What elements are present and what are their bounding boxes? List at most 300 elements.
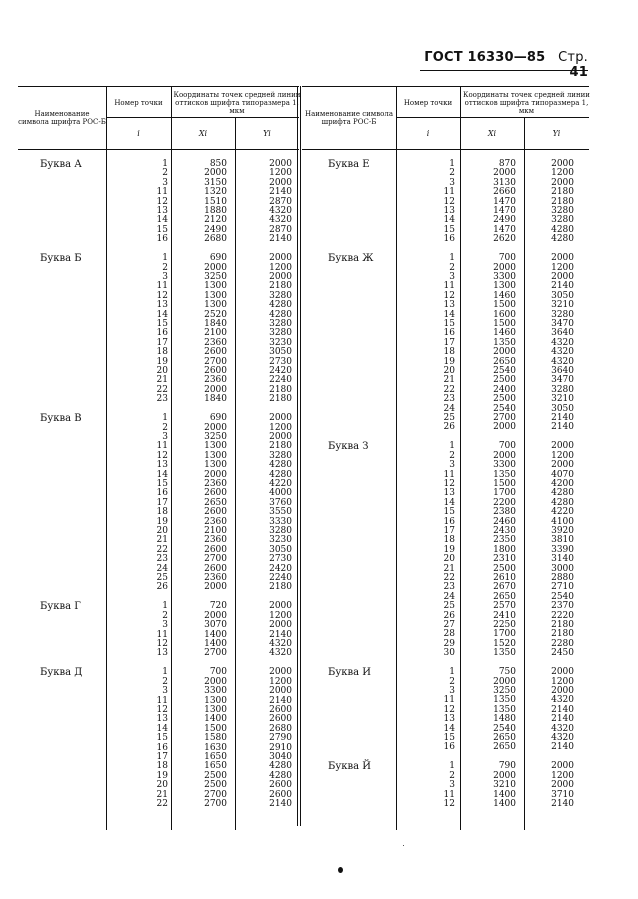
- x-coordinate: 2680: [204, 234, 227, 245]
- x-coordinate: 1460: [493, 328, 516, 339]
- x-coordinate: 2500: [493, 375, 516, 386]
- point-number: 11: [156, 281, 168, 292]
- point-number: 16: [156, 742, 168, 753]
- y-coordinate: 3050: [269, 347, 292, 358]
- x-coordinate: 1520: [493, 638, 516, 649]
- point-number: 21: [156, 375, 168, 386]
- table-row: [18, 160, 299, 169]
- x-coordinate: 1400: [493, 799, 516, 809]
- point-number: 16: [443, 234, 455, 245]
- point-number: 29: [443, 638, 455, 649]
- y-coordinate: 3280: [551, 206, 574, 216]
- y-coordinate: 2140: [269, 695, 292, 706]
- x-coordinate: 2000: [493, 770, 516, 781]
- x-coordinate: 2600: [204, 366, 227, 376]
- table-row: [302, 264, 589, 273]
- x-coordinate: 1400: [204, 714, 227, 725]
- point-number: 13: [156, 460, 168, 471]
- x-coordinate: 1400: [493, 789, 516, 800]
- y-coordinate: 2600: [269, 714, 292, 725]
- y-coordinate: 3710: [551, 789, 574, 800]
- symbol-name: Буква Б: [40, 252, 82, 264]
- table-row: [302, 762, 589, 771]
- header-point-number: Номер точки: [114, 98, 163, 107]
- point-number: 2: [162, 422, 168, 433]
- point-number: 19: [156, 770, 168, 781]
- table-row: [302, 649, 589, 658]
- point-number: 22: [443, 384, 455, 395]
- point-number: 1: [162, 253, 168, 264]
- point-number: 15: [156, 479, 168, 489]
- x-coordinate: 2360: [204, 337, 227, 348]
- table-row: [18, 414, 299, 423]
- point-number: 13: [443, 206, 455, 216]
- page-label: Стр.: [558, 50, 588, 65]
- point-number: 3: [162, 177, 168, 188]
- point-number: 3: [449, 460, 455, 471]
- point-number: 23: [443, 394, 455, 405]
- x-coordinate: 1700: [493, 629, 516, 640]
- point-number: 16: [156, 328, 168, 339]
- table-row: [18, 424, 299, 433]
- point-number: 2: [449, 168, 455, 179]
- y-coordinate: 3040: [269, 752, 292, 762]
- point-number: 20: [156, 780, 168, 791]
- point-number: 11: [156, 695, 168, 706]
- point-number: 23: [156, 554, 168, 565]
- y-coordinate: 3210: [551, 394, 574, 405]
- y-coordinate: 2140: [269, 234, 292, 245]
- x-coordinate: 1350: [493, 704, 516, 715]
- y-coordinate: 4320: [551, 723, 574, 734]
- table-row: [302, 423, 589, 432]
- y-coordinate: 3000: [551, 563, 574, 574]
- symbol-name: Буква Ж: [328, 252, 374, 264]
- y-coordinate: 4320: [269, 639, 292, 649]
- header-coordinates: Координаты точек средней линии оттисков шрифта типоразмера 1, мкм: [173, 90, 301, 115]
- y-coordinate: 2000: [551, 441, 574, 452]
- y-coordinate: 2370: [551, 601, 574, 612]
- table-row: [302, 800, 589, 809]
- x-coordinate: 1350: [493, 337, 516, 348]
- x-coordinate: 3300: [204, 686, 227, 697]
- y-coordinate: 4200: [551, 479, 574, 489]
- x-coordinate: 2500: [493, 563, 516, 574]
- x-coordinate: 1500: [493, 300, 516, 311]
- table-row: [302, 254, 589, 263]
- x-coordinate: 2000: [204, 384, 227, 395]
- point-number: 17: [156, 752, 168, 762]
- point-number: 26: [443, 610, 455, 621]
- y-coordinate: 2140: [551, 704, 574, 715]
- standard-number: ГОСТ 16330—85: [424, 50, 546, 65]
- x-coordinate: 2000: [493, 676, 516, 687]
- x-coordinate: 2360: [204, 573, 227, 583]
- y-coordinate: 2180: [551, 187, 574, 198]
- point-number: 30: [443, 648, 455, 659]
- x-coordinate: 2650: [204, 497, 227, 508]
- y-coordinate: 2730: [269, 356, 292, 367]
- y-coordinate: 2140: [269, 629, 292, 640]
- x-coordinate: 3250: [493, 686, 516, 696]
- y-coordinate: 4280: [269, 761, 292, 772]
- point-number: 28: [443, 629, 455, 640]
- point-number: 14: [443, 215, 455, 226]
- y-coordinate: 2180: [269, 582, 292, 593]
- y-coordinate: 2000: [269, 432, 292, 442]
- x-coordinate: 870: [498, 159, 516, 169]
- y-coordinate: 3280: [269, 328, 292, 339]
- point-number: 1: [449, 159, 455, 169]
- symbol-name: Буква А: [40, 158, 82, 170]
- x-coordinate: 1320: [204, 187, 227, 198]
- header-x: Xi: [198, 128, 208, 138]
- y-coordinate: 3230: [269, 337, 292, 348]
- point-number: 15: [443, 507, 455, 518]
- point-number: 18: [156, 507, 168, 518]
- x-coordinate: 3130: [493, 177, 516, 188]
- x-coordinate: 700: [498, 253, 516, 264]
- y-coordinate: 3550: [269, 507, 292, 518]
- x-coordinate: 1300: [204, 290, 227, 301]
- column-divider: [297, 86, 301, 826]
- x-coordinate: 2650: [493, 742, 516, 753]
- point-number: 20: [156, 366, 168, 376]
- y-coordinate: 1200: [269, 676, 292, 687]
- point-number: 2: [162, 168, 168, 179]
- symbol-name: Буква Е: [328, 158, 370, 170]
- y-coordinate: 2000: [551, 780, 574, 791]
- point-number: 2: [449, 262, 455, 273]
- y-coordinate: 2600: [269, 705, 292, 715]
- x-coordinate: 2600: [204, 563, 227, 574]
- table-row: [302, 452, 589, 461]
- y-coordinate: 1200: [551, 168, 574, 179]
- table-row: [18, 602, 299, 611]
- point-number: 2: [449, 450, 455, 461]
- y-coordinate: 4320: [269, 206, 292, 216]
- point-number: 15: [443, 319, 455, 329]
- point-number: 20: [156, 526, 168, 536]
- x-coordinate: 1460: [493, 290, 516, 301]
- point-number: 17: [156, 337, 168, 348]
- table-header: [302, 86, 589, 150]
- point-number: 14: [156, 469, 168, 480]
- point-number: 15: [156, 319, 168, 329]
- point-number: 16: [443, 742, 455, 753]
- x-coordinate: 1470: [493, 196, 516, 207]
- point-number: 22: [443, 573, 455, 583]
- y-coordinate: 1200: [269, 262, 292, 273]
- point-number: 1: [162, 601, 168, 612]
- point-number: 16: [156, 488, 168, 499]
- point-number: 1: [162, 667, 168, 678]
- point-number: 26: [443, 422, 455, 433]
- point-number: 19: [156, 356, 168, 367]
- x-coordinate: 2540: [493, 403, 516, 414]
- y-coordinate: 2180: [269, 394, 292, 405]
- header-i: i: [426, 128, 430, 138]
- x-coordinate: 2360: [204, 479, 227, 489]
- y-coordinate: 2240: [269, 375, 292, 386]
- point-number: 11: [443, 187, 455, 198]
- x-coordinate: 2500: [493, 394, 516, 405]
- table-row: [302, 668, 589, 677]
- y-coordinate: 2240: [269, 573, 292, 583]
- x-coordinate: 2490: [493, 215, 516, 226]
- x-coordinate: 2600: [204, 507, 227, 518]
- point-number: 20: [443, 366, 455, 376]
- point-number: 11: [443, 789, 455, 800]
- y-coordinate: 2730: [269, 554, 292, 565]
- x-coordinate: 1500: [493, 319, 516, 329]
- point-number: 12: [443, 704, 455, 715]
- point-number: 1: [449, 667, 455, 678]
- x-coordinate: 2490: [204, 224, 227, 235]
- y-coordinate: 2600: [269, 780, 292, 791]
- y-coordinate: 1200: [551, 676, 574, 687]
- table-row: [18, 264, 299, 273]
- point-number: 2: [449, 770, 455, 781]
- point-number: 18: [156, 347, 168, 358]
- y-coordinate: 2000: [269, 253, 292, 264]
- header-symbol-name: Наименование символа шрифта РОС-Б: [18, 110, 106, 126]
- x-coordinate: 2600: [204, 488, 227, 499]
- point-number: 25: [156, 573, 168, 583]
- table-row: [18, 254, 299, 263]
- y-coordinate: 2000: [269, 620, 292, 631]
- point-number: 15: [443, 224, 455, 235]
- y-coordinate: 2000: [269, 159, 292, 169]
- x-coordinate: 2620: [493, 234, 516, 245]
- x-coordinate: 1650: [204, 761, 227, 772]
- header-y: Yi: [263, 128, 271, 138]
- x-coordinate: 3070: [204, 620, 227, 631]
- y-coordinate: 2140: [551, 742, 574, 753]
- point-number: 25: [443, 601, 455, 612]
- point-number: 18: [443, 535, 455, 546]
- table-row: [18, 668, 299, 677]
- y-coordinate: 2710: [551, 582, 574, 593]
- point-number: 24: [443, 403, 455, 414]
- x-coordinate: 2610: [493, 573, 516, 583]
- y-coordinate: 1200: [551, 262, 574, 273]
- y-coordinate: 3140: [551, 554, 574, 565]
- y-coordinate: 2180: [269, 281, 292, 292]
- y-coordinate: 2000: [269, 272, 292, 282]
- point-number: 1: [162, 413, 168, 424]
- point-number: 14: [443, 497, 455, 508]
- table-row: [302, 772, 589, 781]
- y-coordinate: 2910: [269, 742, 292, 753]
- y-coordinate: 2180: [551, 196, 574, 207]
- point-number: 12: [156, 450, 168, 461]
- x-coordinate: 2000: [204, 262, 227, 273]
- x-coordinate: 2700: [493, 413, 516, 423]
- y-coordinate: 4280: [269, 300, 292, 311]
- symbol-name: Буква Г: [40, 600, 81, 612]
- table-row: [18, 169, 299, 178]
- x-coordinate: 2380: [493, 507, 516, 518]
- y-coordinate: 3640: [551, 366, 574, 376]
- point-number: 13: [156, 300, 168, 311]
- y-coordinate: 2880: [551, 573, 574, 583]
- y-coordinate: 2000: [269, 667, 292, 678]
- y-coordinate: 3390: [551, 544, 574, 555]
- table-row: [302, 235, 589, 244]
- table-row: [18, 395, 299, 404]
- x-coordinate: 690: [209, 253, 227, 264]
- point-number: 13: [443, 714, 455, 725]
- header-i: i: [137, 128, 140, 138]
- point-number: 14: [443, 309, 455, 320]
- point-number: 18: [443, 347, 455, 358]
- point-number: 16: [443, 516, 455, 527]
- y-coordinate: 4220: [551, 507, 574, 518]
- table-row: [302, 442, 589, 451]
- point-number: 1: [162, 159, 168, 169]
- y-coordinate: 3280: [269, 290, 292, 301]
- y-coordinate: 2540: [551, 591, 574, 602]
- x-coordinate: 2500: [204, 780, 227, 791]
- x-coordinate: 3250: [204, 272, 227, 282]
- x-coordinate: 2100: [204, 328, 227, 339]
- point-number: 11: [156, 187, 168, 198]
- y-coordinate: 4280: [551, 488, 574, 499]
- symbol-name: Буква Й: [328, 760, 371, 772]
- x-coordinate: 1350: [493, 695, 516, 706]
- y-coordinate: 1200: [269, 168, 292, 179]
- y-coordinate: 3050: [551, 290, 574, 301]
- point-number: 1: [449, 761, 455, 772]
- y-coordinate: 2000: [551, 253, 574, 264]
- point-number: 3: [162, 432, 168, 442]
- x-coordinate: 790: [498, 761, 516, 772]
- y-coordinate: 2140: [551, 413, 574, 423]
- y-coordinate: 1200: [551, 770, 574, 781]
- x-coordinate: 2000: [493, 450, 516, 461]
- y-coordinate: 3640: [551, 328, 574, 339]
- y-coordinate: 2000: [551, 686, 574, 696]
- y-coordinate: 3050: [269, 544, 292, 555]
- y-coordinate: 2000: [551, 272, 574, 282]
- table-row: [18, 800, 299, 809]
- x-coordinate: 2200: [493, 497, 516, 508]
- x-coordinate: 2500: [204, 770, 227, 781]
- x-coordinate: 1630: [204, 742, 227, 753]
- y-coordinate: 2000: [269, 177, 292, 188]
- page-number: [558, 50, 588, 80]
- table-body: [302, 150, 589, 830]
- x-coordinate: 2650: [493, 591, 516, 602]
- x-coordinate: 1600: [493, 309, 516, 320]
- y-coordinate: 2280: [551, 638, 574, 649]
- x-coordinate: 1700: [493, 488, 516, 499]
- y-coordinate: 1200: [269, 610, 292, 621]
- table-body: [18, 150, 299, 830]
- y-coordinate: 4320: [551, 733, 574, 743]
- x-coordinate: 3300: [493, 460, 516, 471]
- point-number: 21: [443, 375, 455, 386]
- x-coordinate: 2520: [204, 309, 227, 320]
- y-coordinate: 4070: [551, 469, 574, 480]
- point-number: 1: [449, 441, 455, 452]
- x-coordinate: 2700: [204, 799, 227, 809]
- y-coordinate: 3280: [269, 450, 292, 461]
- y-coordinate: 2140: [551, 714, 574, 725]
- y-coordinate: 3760: [269, 497, 292, 508]
- x-coordinate: 2670: [493, 582, 516, 593]
- symbol-name: Буква Д: [40, 666, 83, 678]
- point-number: 14: [156, 309, 168, 320]
- table-row: [18, 583, 299, 592]
- y-coordinate: 2140: [551, 281, 574, 292]
- point-number: 15: [156, 733, 168, 744]
- y-coordinate: 2180: [269, 384, 292, 395]
- x-coordinate: 2000: [204, 469, 227, 480]
- x-coordinate: 1300: [204, 460, 227, 471]
- x-coordinate: 2650: [493, 733, 516, 743]
- y-coordinate: 4320: [551, 356, 574, 367]
- x-coordinate: 1840: [204, 319, 227, 329]
- y-coordinate: 4280: [269, 469, 292, 480]
- point-number: 3: [162, 686, 168, 697]
- point-number: 3: [162, 620, 168, 631]
- y-coordinate: 4220: [269, 479, 292, 489]
- x-coordinate: 1400: [204, 639, 227, 649]
- point-number: 17: [443, 526, 455, 536]
- point-number: 2: [162, 262, 168, 273]
- x-coordinate: 3150: [204, 177, 227, 188]
- x-coordinate: 1500: [204, 723, 227, 734]
- y-coordinate: 1200: [551, 450, 574, 461]
- x-coordinate: 2400: [493, 384, 516, 395]
- y-coordinate: 2000: [551, 177, 574, 188]
- x-coordinate: 2000: [493, 347, 516, 358]
- point-number: 19: [443, 356, 455, 367]
- y-coordinate: 3280: [551, 384, 574, 395]
- y-coordinate: 3280: [551, 215, 574, 226]
- y-coordinate: 3280: [269, 319, 292, 329]
- y-coordinate: 2000: [269, 601, 292, 612]
- point-number: 25: [443, 413, 455, 423]
- point-number: 13: [443, 488, 455, 499]
- header-coordinates: Координаты точек средней линии оттисков шрифта типоразмера 1, мкм: [463, 90, 590, 115]
- point-number: 3: [449, 780, 455, 791]
- y-coordinate: 4280: [551, 497, 574, 508]
- point-number: 26: [156, 582, 168, 593]
- point-number: 23: [156, 394, 168, 405]
- point-number: 12: [156, 196, 168, 207]
- x-coordinate: 2360: [204, 375, 227, 386]
- point-number: 2: [449, 676, 455, 687]
- x-coordinate: 1470: [493, 224, 516, 235]
- table-row: [18, 612, 299, 621]
- x-coordinate: 2460: [493, 516, 516, 527]
- x-coordinate: 2540: [493, 366, 516, 376]
- y-coordinate: 2000: [551, 159, 574, 169]
- header-point-number: Номер точки: [403, 98, 453, 107]
- point-number: 3: [449, 272, 455, 282]
- x-coordinate: 1300: [204, 441, 227, 452]
- point-number: 22: [156, 544, 168, 555]
- x-coordinate: 2350: [493, 535, 516, 546]
- y-coordinate: 4280: [269, 460, 292, 471]
- point-number: 16: [156, 234, 168, 245]
- point-number: 19: [443, 544, 455, 555]
- y-coordinate: 2420: [269, 366, 292, 376]
- x-coordinate: 2100: [204, 526, 227, 536]
